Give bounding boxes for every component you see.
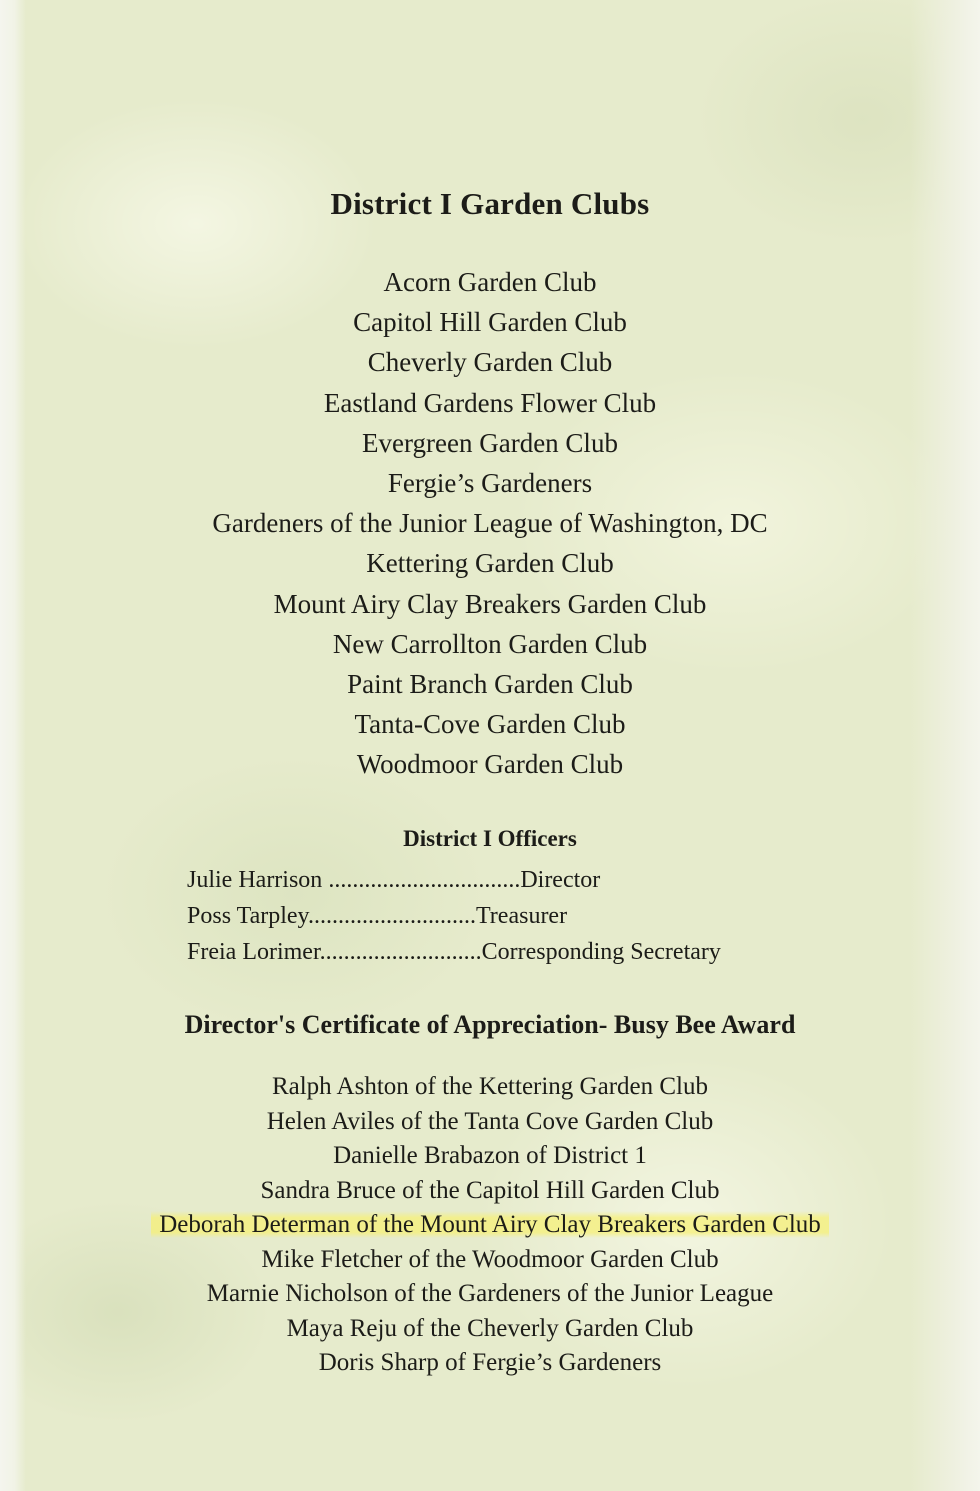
leader-dots: ............................ (307, 903, 476, 929)
officer-name: Julie Harrison (187, 867, 323, 893)
officer-row (187, 934, 721, 970)
list-item: Capitol Hill Garden Club (353, 307, 627, 338)
list-item: Marnie Nicholson of the Gardeners of the Junior League (206, 1280, 774, 1307)
list-item: Cheverly Garden Club (367, 347, 613, 378)
list-item: Sandra Bruce of the Capitol Hill Garden Club (260, 1176, 720, 1204)
club-list (0, 262, 980, 785)
officer-role: Director (520, 867, 601, 893)
award-heading: Director's Certificate of Appreciation- Busy Bee Award (184, 1010, 796, 1039)
officer-name: Freia Lorimer (187, 939, 320, 965)
list-item: Woodmoor Garden Club (356, 749, 624, 780)
officer-row (187, 862, 721, 898)
awardee-list (0, 1070, 980, 1381)
list-item: Paint Branch Garden Club (347, 669, 633, 700)
officers-heading: District I Officers (403, 826, 577, 851)
officer-row (187, 898, 721, 934)
list-item: New Carrollton Garden Club (332, 628, 648, 659)
list-item: Helen Aviles of the Tanta Cove Garden Club (266, 1107, 714, 1135)
leader-dots: ........................... (319, 939, 482, 965)
page-title: District I Garden Clubs (330, 186, 650, 221)
list-item-highlighted (0, 1208, 980, 1243)
list-item: Danielle Brabazon of District 1 (333, 1142, 647, 1169)
list-item: Ralph Ashton of the Kettering Garden Club (271, 1073, 709, 1100)
list-item: Doris Sharp of Fergie’s Gardeners (318, 1349, 662, 1376)
list-item: Evergreen Garden Club (362, 427, 618, 458)
highlighter-mark: Deborah Determan of the Mount Airy Clay Breakers Garden Club (151, 1211, 829, 1238)
list-item: Maya Reju of the Cheverly Garden Club (286, 1314, 694, 1342)
list-item: Eastland Gardens Flower Club (323, 387, 657, 418)
list-item: Kettering Garden Club (366, 548, 614, 579)
officer-name: Poss Tarpley (187, 903, 308, 929)
leader-dots: ................................ (322, 867, 521, 893)
list-item: Mount Airy Clay Breakers Garden Club (273, 588, 707, 619)
list-item: Acorn Garden Club (383, 267, 597, 297)
list-item: Mike Fletcher of the Woodmoor Garden Club (261, 1245, 719, 1273)
list-item: Gardeners of the Junior League of Washington, DC (212, 508, 768, 539)
list-item: Fergie’s Gardeners (387, 468, 593, 499)
officer-role: Corresponding Secretary (481, 939, 721, 965)
officer-list (187, 862, 721, 970)
list-item: Tanta-Cove Garden Club (354, 709, 626, 740)
officer-role: Treasurer (475, 903, 568, 929)
